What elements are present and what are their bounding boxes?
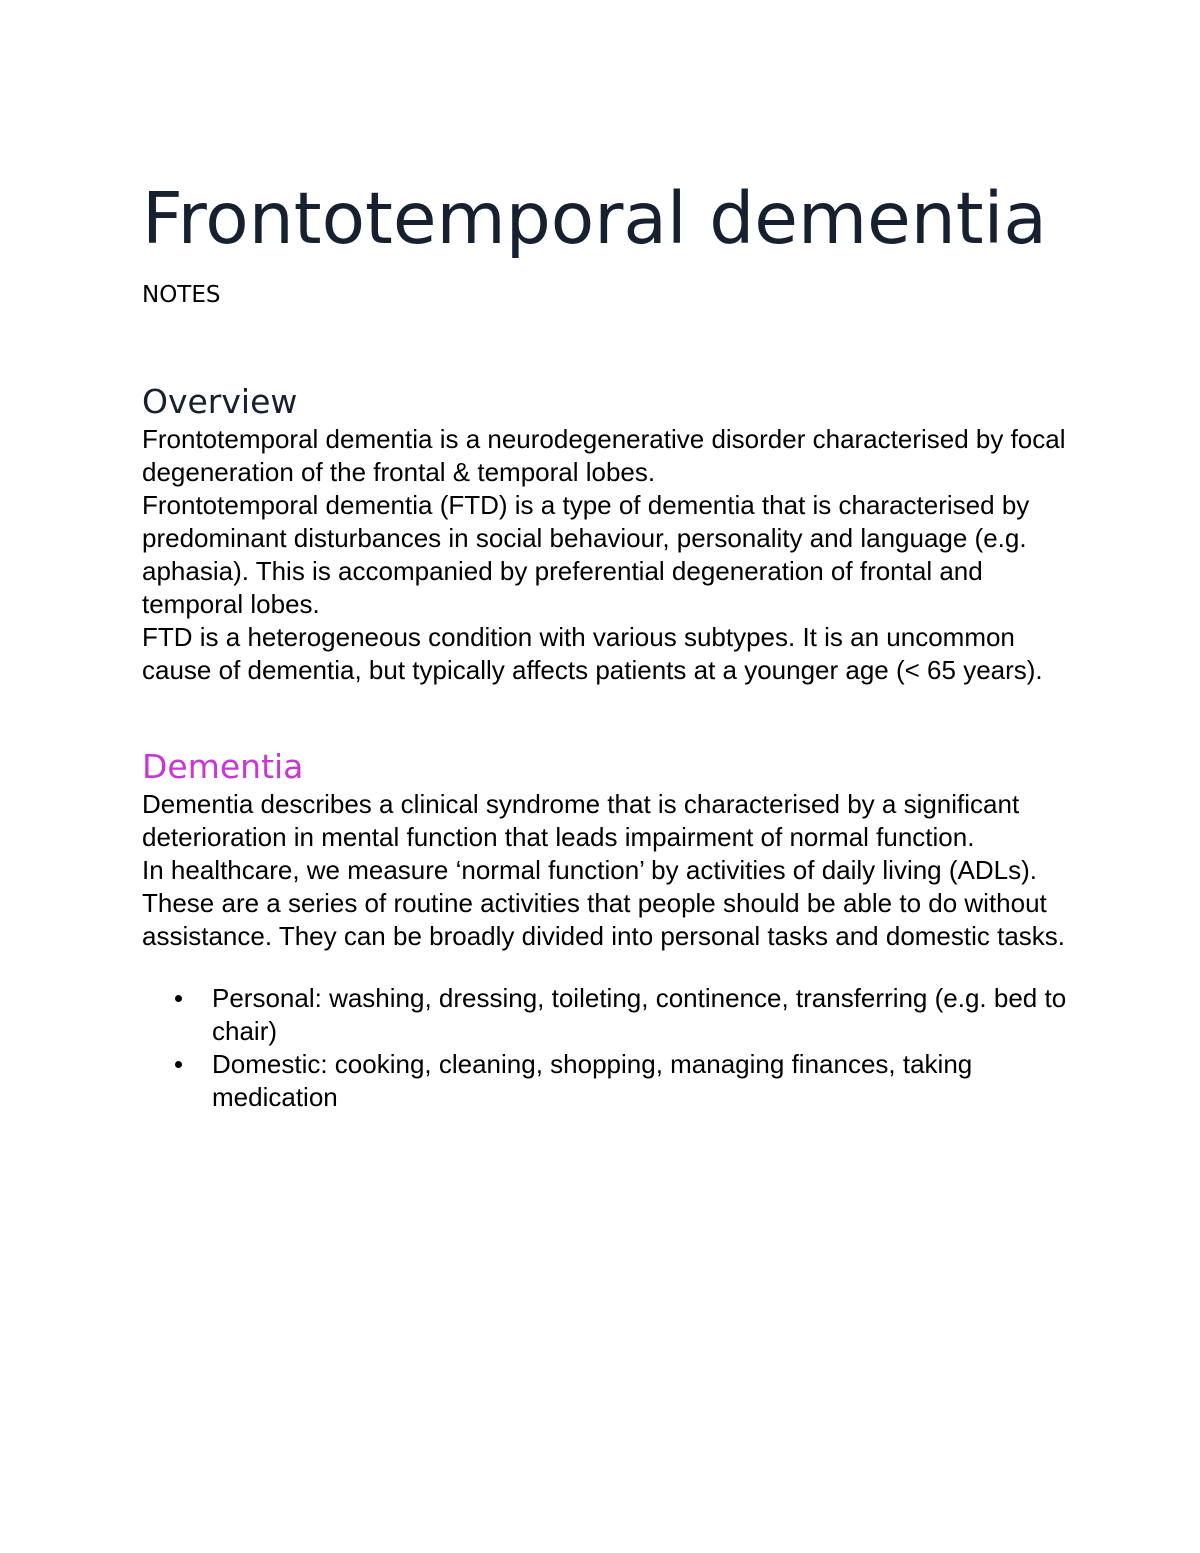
- document-body: [142, 172, 1072, 1114]
- document-subtitle: NOTES: [142, 282, 221, 308]
- adl-bullet-list: [142, 982, 1072, 1114]
- dementia-section: [142, 746, 1072, 1114]
- bullet-icon: [175, 995, 182, 1002]
- dementia-paragraph-2: In healthcare, we measure ‘normal function’ by activities of daily living (ADLs). These are a series of routine activities that people should be able to do without assistance. They can be broadly divided into personal tasks and domestic tasks.: [142, 855, 1066, 951]
- list-item-text: Domestic: cooking, cleaning, shopping, managing finances, taking medication: [212, 1049, 973, 1112]
- dementia-paragraph-1: Dementia describes a clinical syndrome that is characterised by a significant deterioration in mental function that leads impairment of normal function.: [142, 789, 1020, 852]
- document-title: Frontotemporal dementia: [142, 177, 1047, 260]
- list-item: [142, 982, 1072, 1048]
- dementia-heading: Dementia: [142, 747, 304, 786]
- overview-paragraph-3: FTD is a heterogeneous condition with various subtypes. It is an uncommon cause of dementia, but typically affects patients at a younger age (< 65 years).: [142, 622, 1043, 685]
- overview-paragraph-2: Frontotemporal dementia (FTD) is a type of dementia that is characterised by predominant disturbances in social behaviour, personality and language (e.g. aphasia). This is accompanied by preferential degeneration of frontal and temporal lobes.: [142, 490, 1030, 619]
- list-item: [142, 1048, 1072, 1114]
- overview-paragraph-1: Frontotemporal dementia is a neurodegenerative disorder characterised by focal degeneration of the frontal & temporal lobes.: [142, 424, 1066, 487]
- overview-heading: Overview: [142, 382, 298, 421]
- list-item-text: Personal: washing, dressing, toileting, continence, transferring (e.g. bed to chair): [212, 983, 1067, 1046]
- overview-section: [142, 381, 1072, 687]
- bullet-icon: [175, 1061, 182, 1068]
